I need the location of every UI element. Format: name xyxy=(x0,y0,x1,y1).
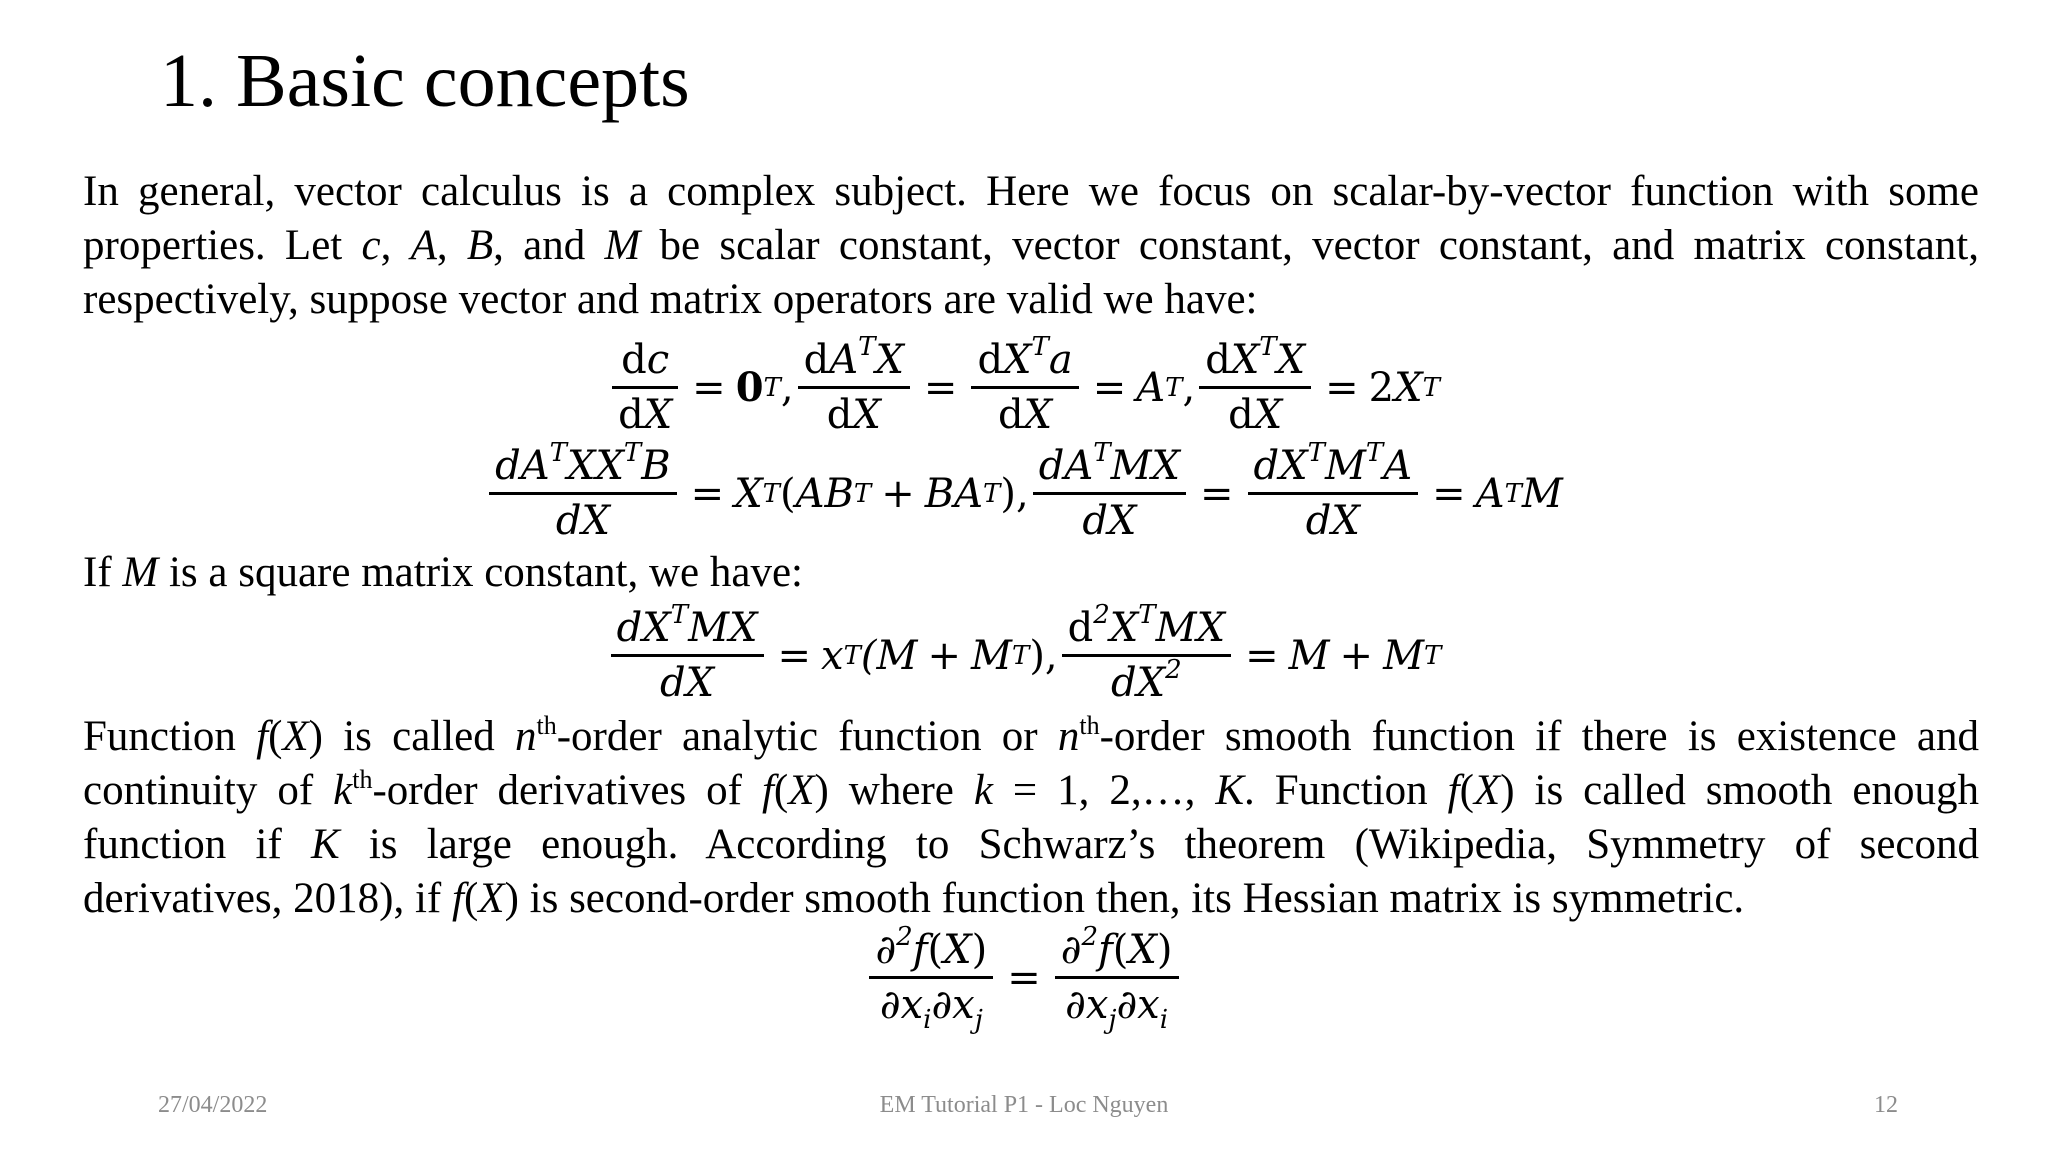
eq-text: dX xyxy=(1253,443,1308,489)
index-sub: j xyxy=(1108,1005,1117,1035)
text-run: -order smooth function if there is existence and xyxy=(1099,713,1979,760)
eq-text: d xyxy=(1228,392,1254,438)
smooth-line-3 xyxy=(83,818,1979,872)
var-x: X xyxy=(282,713,309,760)
smooth-line-2 xyxy=(83,764,1979,818)
power-sup: 2 xyxy=(1093,600,1110,630)
eq-text: X xyxy=(734,470,763,517)
index-sub: i xyxy=(1159,1005,1169,1035)
power-sup: 2 xyxy=(1165,655,1182,685)
eq-text: B xyxy=(641,443,671,489)
eq-text: MX xyxy=(1110,443,1180,489)
eq-text: ) xyxy=(1000,470,1016,517)
eq-text: dX xyxy=(1111,660,1166,706)
text-run: ( xyxy=(773,767,789,814)
eq-text: dX xyxy=(1305,498,1360,544)
eq-text: ) xyxy=(1029,632,1045,679)
eq-text: dA xyxy=(1038,443,1094,489)
text-run: continuity of xyxy=(83,767,334,814)
eq-text: X xyxy=(1128,927,1157,973)
square-matrix-paragraph xyxy=(83,546,1979,600)
transpose-sup: T xyxy=(1138,600,1156,630)
eq-text: d xyxy=(977,337,1004,383)
eq-text: MX xyxy=(1155,605,1226,651)
fraction-dc-dx xyxy=(612,336,678,439)
eq-text: X xyxy=(875,337,904,383)
partial-symbol: ∂ xyxy=(875,927,897,973)
eq-text: A xyxy=(1383,443,1413,489)
fraction-dATX-dX xyxy=(798,332,910,439)
eq-text: A xyxy=(1475,470,1505,517)
partial-symbol: ∂ xyxy=(1116,982,1138,1028)
fraction-dXTa-dX xyxy=(971,332,1078,439)
fraction-dXTMTA-dX xyxy=(1248,438,1419,545)
eq-text: x xyxy=(900,982,924,1028)
var-f: f xyxy=(256,713,269,760)
transpose-sup: T xyxy=(1031,332,1049,362)
text-run: . Function xyxy=(1244,767,1448,814)
text-run: is large enough. According to Schwarz’s theorem (Wikipedia, Symmetry of second xyxy=(339,821,1979,868)
text-run: ) xyxy=(814,767,829,814)
eq-text: dX xyxy=(616,605,671,651)
eq-text: X xyxy=(1003,337,1032,383)
eq-text: x xyxy=(821,632,844,679)
eq-text: A xyxy=(1136,364,1166,411)
page-number: 12 xyxy=(1874,1092,1898,1118)
eq-text: M xyxy=(1288,632,1330,679)
var-n: n xyxy=(1057,713,1080,760)
var-n: n xyxy=(514,713,537,760)
index-sub: i xyxy=(923,1005,932,1035)
text-run: If xyxy=(83,549,123,596)
var-k: k xyxy=(333,767,353,814)
eq-text: ( xyxy=(1112,927,1129,973)
var-f: f xyxy=(452,875,464,922)
eq-text: x xyxy=(1137,982,1160,1028)
power-sup: 2 xyxy=(1081,922,1098,952)
transpose-sup: T xyxy=(1093,438,1111,468)
intro-line-2 xyxy=(83,219,1979,273)
eq-text: f xyxy=(912,927,928,973)
text-run: , xyxy=(380,222,411,269)
text-run: function if xyxy=(83,821,311,868)
equals-sign: = xyxy=(690,470,725,517)
text-run: ) xyxy=(1500,767,1515,814)
var-k-upper: K xyxy=(1215,767,1245,814)
eq-text: X xyxy=(1023,392,1053,438)
var-x: X xyxy=(1473,767,1501,814)
transpose-sup: T xyxy=(549,438,567,468)
eq-text: d xyxy=(621,337,647,383)
intro-paragraph xyxy=(83,165,1979,327)
text-run: is called smooth enough xyxy=(1514,767,1979,814)
square-matrix-line xyxy=(83,546,1979,600)
partial-symbol: ∂ xyxy=(879,982,901,1028)
text-run: -order analytic function or xyxy=(556,713,1058,760)
ordinal-sup: th xyxy=(352,765,373,794)
transpose-sup: T xyxy=(1259,332,1277,362)
fraction-d2XTMX-dX2 xyxy=(1062,600,1231,707)
intro-line-3: respectively, suppose vector and matrix operators are valid we have: xyxy=(83,276,1258,323)
eq-text: X xyxy=(643,392,673,438)
text-run: Function xyxy=(83,713,257,760)
smooth-line-4 xyxy=(83,872,1979,926)
var-x: X xyxy=(478,875,505,922)
eq-text: f xyxy=(1097,927,1113,973)
transpose-sup: T xyxy=(1307,438,1325,468)
transpose-sup: T xyxy=(1365,438,1384,468)
eq-text: d xyxy=(1067,605,1094,651)
equals-sign: = xyxy=(1092,364,1127,411)
fraction-dXTMX-dX xyxy=(611,600,764,707)
comma: , xyxy=(780,364,794,411)
comma: , xyxy=(1016,470,1029,517)
equation-row-2: $\frac{dA^TXX^TB}{dX}$ = X T ( AB T + BA T ) , $\frac{dA^TMX}{dX}$ = $\frac{dX^TM^TA}{dX}$ = A T M xyxy=(0,442,2048,545)
eq-text: ) xyxy=(1156,927,1173,973)
var-a: A xyxy=(410,222,437,269)
footer-date: 27/04/2022 xyxy=(158,1092,268,1118)
fraction-d2f-dxidxj xyxy=(869,922,993,1035)
text-run: is second-order smooth function then, its Hessian matrix is symmetric. xyxy=(518,875,1745,922)
equation-row-1: $\frac{dc}{dX}$ = 0 T , $\frac{dA^TX}{dX}$ = $\frac{dX^Ta}{dX}$ = A T , $\frac{dX^TX}{dX}$ = 2 X T xyxy=(0,336,2048,439)
var-k: k xyxy=(973,767,993,814)
intro-line-1: In general, vector calculus is a complex subject. Here we focus on scalar-by-vector function with some xyxy=(83,168,1979,215)
eq-text: dX xyxy=(555,498,610,544)
equals-sign: = xyxy=(1245,632,1279,679)
slide-title: 1. Basic concepts xyxy=(160,39,690,123)
text-run: be scalar constant, vector constant, vector constant, and matrix constant, xyxy=(640,222,1979,269)
eq-text: X xyxy=(852,392,881,438)
text-run: properties. Let xyxy=(83,222,362,269)
eq-text: X xyxy=(1394,364,1423,411)
index-sub: j xyxy=(974,1005,983,1035)
eq-text: X xyxy=(943,927,972,973)
eq-text: d xyxy=(998,392,1024,438)
text-run: is a square matrix constant, we have: xyxy=(158,549,804,596)
eq-text: XX xyxy=(566,443,624,489)
partial-symbol: ∂ xyxy=(1065,982,1086,1028)
eq-text: X xyxy=(1230,337,1260,383)
text-run: ( xyxy=(1459,767,1474,814)
comma: , xyxy=(1044,632,1058,679)
eq-text: 2 xyxy=(1368,364,1395,411)
equation-row-3: $\frac{dX^TMX}{dX}$ = x T (M + M T ) , $\frac{d^2X^TMX}{dX^2}$ = M + M T xyxy=(0,604,2048,707)
equals-sign: = xyxy=(1200,470,1234,517)
eq-text: c xyxy=(646,337,670,383)
var-f: f xyxy=(1447,767,1460,814)
plus-sign: + xyxy=(1339,632,1374,679)
fraction-d2f-dxjdxi xyxy=(1055,922,1179,1035)
equals-sign: = xyxy=(1325,364,1359,411)
var-f: f xyxy=(761,767,774,814)
text-run: = 1, 2,…, xyxy=(992,767,1216,814)
eq-text: d xyxy=(826,392,853,438)
eq-text: a xyxy=(1048,337,1073,383)
eq-text: dA xyxy=(495,443,550,489)
eq-text: x xyxy=(1085,982,1109,1028)
var-b: B xyxy=(466,222,494,269)
text-run: is called xyxy=(323,713,515,760)
eq-text: d xyxy=(618,392,644,438)
eq-text: d xyxy=(803,337,830,383)
ordinal-sup: th xyxy=(1079,711,1100,740)
eq-text: M xyxy=(1521,470,1563,517)
footer-title: EM Tutorial P1 - Loc Nguyen xyxy=(879,1092,1169,1118)
eq-text: MX xyxy=(688,605,758,651)
eq-text: ( xyxy=(780,470,796,517)
transpose-sup: T xyxy=(670,600,689,630)
var-k-upper: K xyxy=(310,821,340,868)
partial-symbol: ∂ xyxy=(931,982,953,1028)
eq-text: (M xyxy=(860,632,918,679)
text-run: derivatives, 2018), if xyxy=(83,875,452,922)
eq-text: X xyxy=(1276,337,1306,383)
text-run: -order derivatives of xyxy=(372,767,762,814)
var-c: c xyxy=(361,222,381,269)
eq-text: x xyxy=(952,982,975,1028)
var-m: M xyxy=(604,222,641,269)
eq-text: BA xyxy=(924,470,984,517)
eq-text: AB xyxy=(795,470,854,517)
fraction-dATXXTB-dX xyxy=(489,438,677,545)
plus-sign: + xyxy=(927,632,961,679)
fraction-dATMX-dX xyxy=(1033,438,1186,545)
text-run: ) xyxy=(504,875,519,922)
eq-text: M xyxy=(1324,443,1366,489)
equals-sign: = xyxy=(692,364,726,411)
power-sup: 2 xyxy=(896,922,913,952)
smooth-line-1 xyxy=(83,710,1979,764)
transpose-sup: T xyxy=(623,438,642,468)
var-x: X xyxy=(788,767,815,814)
transpose-sup: T xyxy=(858,332,876,362)
partial-symbol: ∂ xyxy=(1060,927,1082,973)
text-run: ( xyxy=(463,875,479,922)
text-run: , xyxy=(436,222,467,269)
eq-text: M xyxy=(971,632,1012,679)
eq-text: X xyxy=(1253,392,1283,438)
smooth-function-paragraph xyxy=(83,710,1979,926)
eq-text: A xyxy=(829,337,859,383)
eq-text: ( xyxy=(927,927,944,973)
equation-row-4 xyxy=(0,922,2048,1035)
ordinal-sup: th xyxy=(536,711,557,740)
equals-sign: = xyxy=(1007,954,1041,1001)
eq-text: d xyxy=(1205,337,1231,383)
plus-sign: + xyxy=(881,470,915,517)
text-run: ) xyxy=(308,713,323,760)
eq-text: dX xyxy=(660,660,715,706)
eq-text: ) xyxy=(971,927,988,973)
eq-text: X xyxy=(1109,605,1139,651)
var-m: M xyxy=(122,549,159,596)
text-run: , and xyxy=(493,222,605,269)
text-run: ( xyxy=(268,713,283,760)
eq-text: M xyxy=(1383,632,1425,679)
zero-vector: 0 xyxy=(735,364,764,411)
equals-sign: = xyxy=(777,632,812,679)
equals-sign: = xyxy=(923,364,958,411)
text-run: where xyxy=(828,767,974,814)
fraction-dXTX-dX xyxy=(1199,332,1311,439)
equals-sign: = xyxy=(1432,470,1466,517)
eq-text: dX xyxy=(1082,498,1137,544)
comma: , xyxy=(1182,364,1196,411)
